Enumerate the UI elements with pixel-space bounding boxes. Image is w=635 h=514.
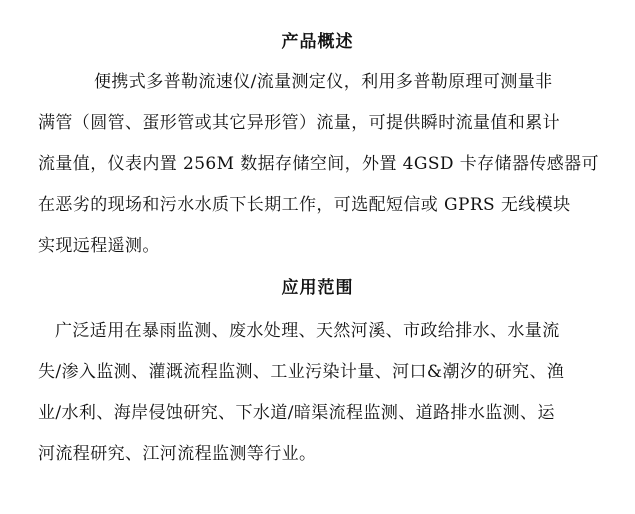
scope-heading: 应用范围 [281, 278, 354, 298]
overview-paragraph-line: 流量值，仪表内置 256M 数据存储空间，外置 4GSD 卡存储器传感器可 [38, 154, 599, 174]
overview-paragraph-line: 在恶劣的现场和污水水质下长期工作，可选配短信或 GPRS 无线模块 [38, 195, 571, 215]
scope-paragraph-line: 业/水利、海岸侵蚀研究、下水道/暗渠流程监测、道路排水监测、运 [38, 403, 555, 423]
overview-paragraph-line: 实现远程遥测。 [38, 236, 160, 256]
scope-paragraph-line: 广泛适用在暴雨监测、废水处理、天然河溪、市政给排水、水量流 [55, 321, 560, 341]
scope-paragraph-line: 失/渗入监测、灌溉流程监测、工业污染计量、河口&潮汐的研究、渔 [38, 362, 565, 382]
overview-paragraph-line: 满管（圆管、蛋形管或其它异形管）流量，可提供瞬时流量值和累计 [38, 113, 560, 133]
overview-heading: 产品概述 [281, 32, 354, 52]
overview-paragraph-line: 便携式多普勒流速仪/流量测定仪，利用多普勒原理可测量非 [94, 72, 553, 92]
scope-paragraph-line: 河流程研究、江河流程监测等行业。 [38, 444, 317, 464]
